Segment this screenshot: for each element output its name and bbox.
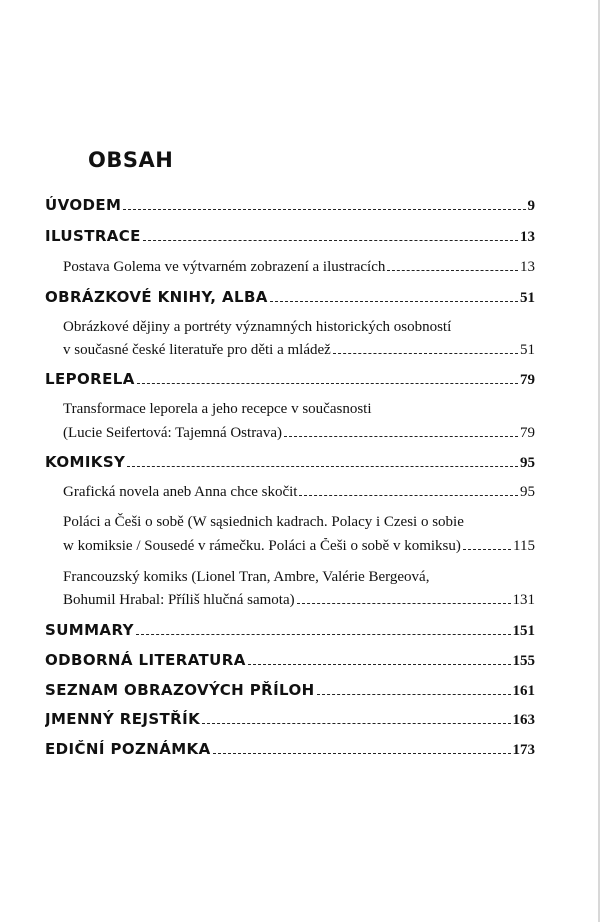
toc-entry-komiksy[interactable] (45, 453, 535, 472)
toc-entry-obrazkove-knihy[interactable] (45, 288, 535, 307)
dot-leader (248, 655, 511, 665)
toc-entry-francouzsky[interactable] (63, 592, 535, 609)
dot-leader (297, 594, 511, 604)
toc-label: EDIČNÍ POZNÁMKA (45, 740, 211, 758)
dot-leader (123, 200, 525, 210)
dot-leader (284, 427, 518, 437)
toc-entry-summary[interactable] (45, 621, 535, 640)
toc-entry-transformace[interactable] (63, 425, 535, 442)
toc-page-number: 13 (520, 229, 535, 245)
toc-entry-leporela[interactable] (45, 370, 535, 389)
dot-leader (202, 714, 510, 724)
toc-page-number: 79 (520, 372, 535, 388)
toc-page-number: 51 (520, 342, 535, 358)
toc-label: ILUSTRACE (45, 227, 141, 245)
toc-label: Postava Golema ve výtvarném zobrazení a ilustracích (63, 259, 386, 275)
toc-label: SEZNAM OBRAZOVÝCH PŘÍLOH (45, 681, 315, 699)
toc-entry-polaci[interactable] (63, 538, 535, 555)
toc-entry-ilustrace[interactable] (45, 227, 535, 246)
toc-entry-polaci-line1: Poláci a Češi o sobě (W sąsiednich kadrach. Polacy i Czesi o sobie (63, 514, 464, 530)
toc-label: Bohumil Hrabal: Příliš hlučná samota) (63, 592, 295, 608)
toc-page-number: 173 (512, 742, 535, 758)
toc-page-number: 9 (527, 198, 535, 214)
toc-label: ODBORNÁ LITERATURA (45, 651, 246, 669)
toc-entry-graficka-novela[interactable] (63, 484, 535, 501)
toc-label: KOMIKSY (45, 453, 126, 471)
toc-label: ÚVODEM (45, 196, 122, 214)
dot-leader (143, 231, 518, 241)
toc-page-number: 51 (520, 290, 535, 306)
toc-entry-seznam-priloh[interactable] (45, 681, 535, 700)
toc-entry-dejiny-line1: Obrázkové dějiny a portréty významných historických osobností (63, 319, 452, 335)
toc-entry-jmenny-rejstrik[interactable] (45, 710, 535, 729)
toc-page-number: 131 (512, 592, 535, 608)
toc-label: v současné české literatuře pro děti a mládež (63, 342, 331, 358)
toc-page-number: 161 (512, 683, 535, 699)
toc-entry-transformace-line1: Transformace leporela a jeho recepce v současnosti (63, 401, 372, 417)
toc-label: SUMMARY (45, 621, 134, 639)
toc-page-number: 95 (520, 455, 535, 471)
toc-entry-edicni-poznamka[interactable] (45, 740, 535, 759)
toc-label: Grafická novela aneb Anna chce skočit (63, 484, 298, 500)
toc-label: OBRÁZKOVÉ KNIHY, ALBA (45, 288, 268, 306)
toc-label: w komiksie / Sousedé v rámečku. Poláci a Češi o sobě v komiksu) (63, 538, 461, 554)
toc-label: LEPORELA (45, 370, 135, 388)
dot-leader (463, 540, 511, 550)
page-title: OBSAH (88, 148, 174, 172)
dot-leader (213, 744, 511, 754)
dot-leader (136, 625, 511, 635)
toc-entry-uvodem[interactable] (45, 196, 535, 215)
toc-entry-francouzsky-line1: Francouzský komiks (Lionel Tran, Ambre, Valérie Bergeová, (63, 569, 430, 585)
toc-label: JMENNÝ REJSTŘÍK (45, 710, 201, 728)
toc-page-number: 95 (520, 484, 535, 500)
dot-leader (317, 685, 511, 695)
dot-leader (333, 344, 518, 354)
dot-leader (137, 374, 518, 384)
dot-leader (270, 292, 518, 302)
toc-page-number: 13 (520, 259, 535, 275)
toc-page-number: 151 (512, 623, 535, 639)
toc-page-number: 115 (513, 538, 535, 554)
toc-entry-odborna-literatura[interactable] (45, 651, 535, 670)
toc-label: (Lucie Seifertová: Tajemná Ostrava) (63, 425, 282, 441)
toc-page-number: 163 (512, 712, 535, 728)
toc-entry-golem[interactable] (63, 259, 535, 276)
dot-leader (299, 486, 518, 496)
dot-leader (127, 457, 518, 467)
toc-entry-dejiny[interactable] (63, 342, 535, 359)
toc-page-number: 155 (512, 653, 535, 669)
toc-page-number: 79 (520, 425, 535, 441)
dot-leader (387, 261, 518, 271)
